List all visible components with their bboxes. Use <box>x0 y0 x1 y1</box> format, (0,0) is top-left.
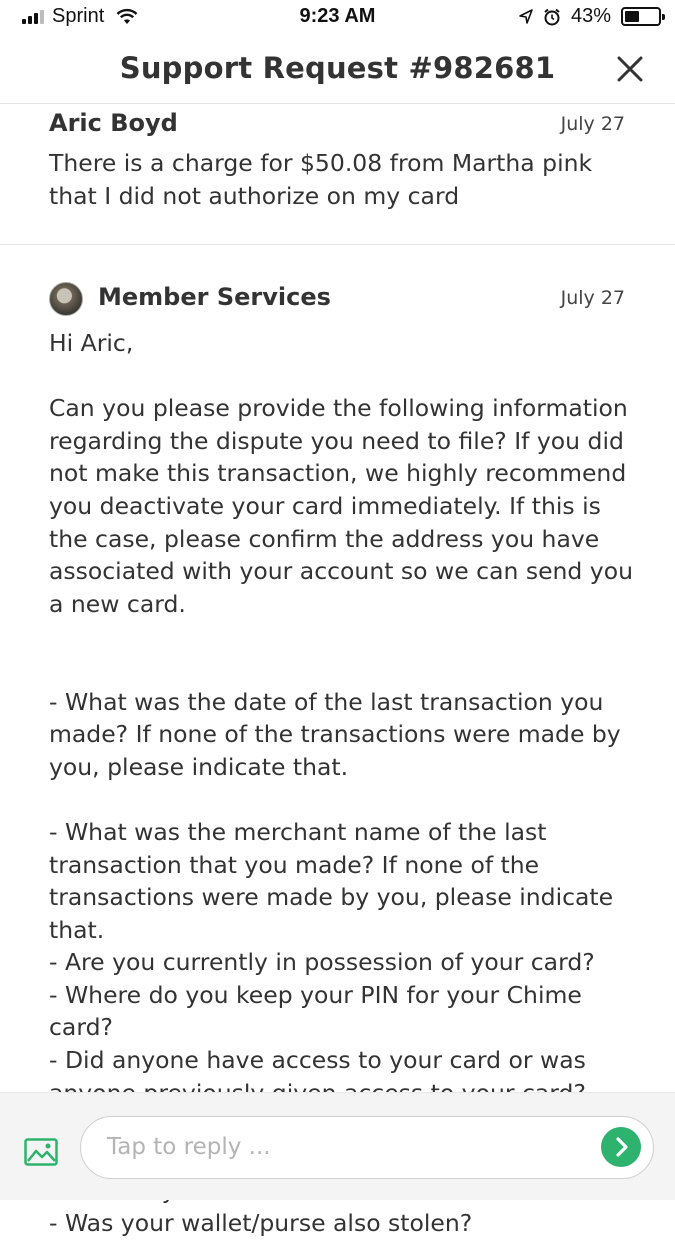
reply-bar <box>0 1092 675 1200</box>
close-icon[interactable] <box>615 54 645 84</box>
message-sender: Aric Boyd <box>49 109 178 137</box>
send-arrow-icon <box>601 1127 641 1167</box>
battery-icon <box>621 7 661 26</box>
status-time: 9:23 AM <box>299 5 376 27</box>
send-button[interactable] <box>601 1127 641 1167</box>
message-body: There is a charge for $50.08 from Martha pink that I did not authorize on my card <box>49 149 600 210</box>
reply-input[interactable] <box>80 1116 654 1179</box>
page-title: Support Request #982681 <box>119 51 556 85</box>
avatar <box>49 282 83 316</box>
status-right <box>519 5 661 28</box>
battery-fill <box>625 11 639 22</box>
message-date: July 27 <box>560 287 625 309</box>
message-item <box>0 105 675 245</box>
battery-percent: 43% <box>570 5 611 27</box>
status-bar <box>0 0 675 36</box>
message-date: July 27 <box>560 113 625 135</box>
location-arrow-icon <box>519 9 533 25</box>
carrier-label: Sprint <box>52 5 105 27</box>
alarm-icon <box>543 8 561 26</box>
reply-placeholder: Tap to reply ... <box>107 1134 271 1160</box>
message-body: Hi Aric, Can you please provide the following information regarding the dispute you need to file? If you did not make this transaction, we highly recommend you deactivate your card immediately. If this is the case, please confirm the address you have associated with your account so we can send you a new card. - What was the date of the last transaction you made? If none of the transactions were made by you, please indicate that. - What was the merchant name of the last transaction that you made? If none of the transactions were made by you, please indicate that. - Are you currently in possession of your card? - Where do you keep your PIN for your Chime card? - Did anyone have access to your card or was - Was your wallet/purse also stolen? <box>49 329 633 1238</box>
image-icon[interactable] <box>24 1138 58 1166</box>
message-sender: Member Services <box>98 283 331 311</box>
header <box>0 36 675 104</box>
